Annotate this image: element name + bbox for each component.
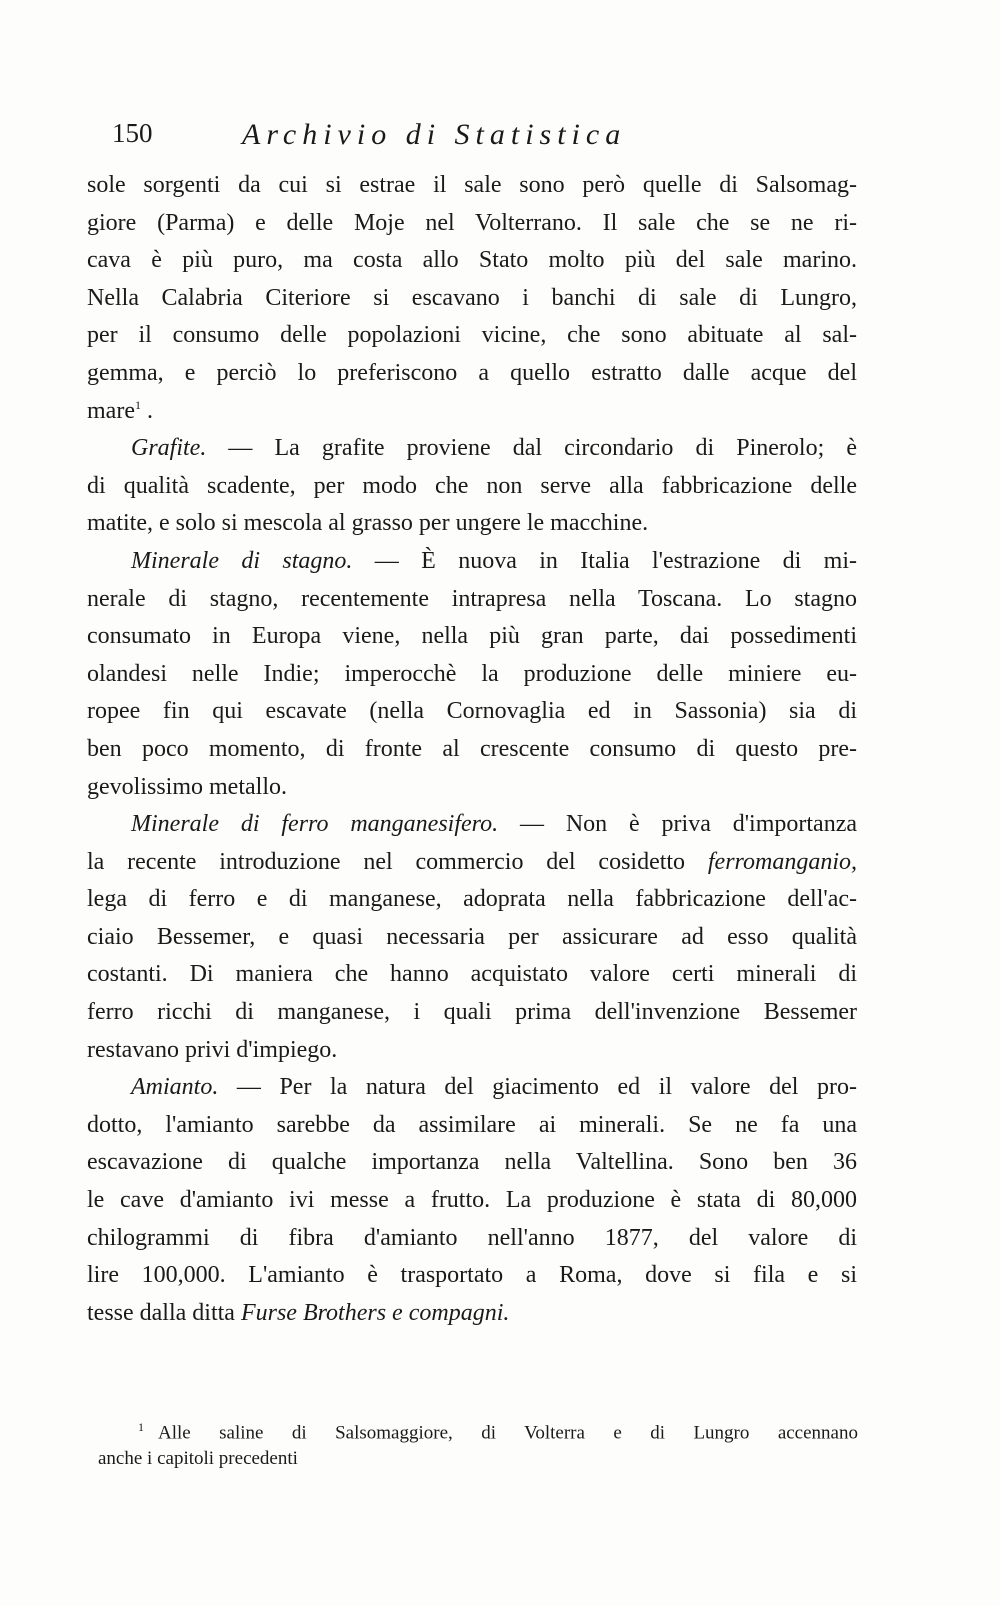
footnote-line: anche i capitoli precedenti [98,1448,298,1469]
text-line [87,844,857,882]
text-line: nerale di stagno, recentemente intrapresa nella Toscana. Lo stagno [87,585,857,612]
text-line: ropee fin qui escavate (nella Cornovaglia ed in Sassonia) sia di [87,698,857,725]
footnote-line [98,1412,858,1443]
section-heading-grafite: Grafite. [131,435,207,462]
text-line [87,806,857,844]
section-heading-stagno: Minerale di stagno. [131,547,353,574]
text-line: gevolissimo metallo. [87,773,287,800]
italic-term: ferromanganio, [707,848,857,875]
text-line: restavano privi d'impiego. [87,1036,338,1063]
text-line: consumato in Europa viene, nella più gran parte, dai possedimenti [87,623,857,650]
text-line: per il consumo delle popolazioni vicine, che sono abituate al sal- [87,322,857,349]
text-line: Nella Calabria Citeriore si escavano i banchi di sale di Lungro, [87,284,857,311]
page-number: 150 [112,118,153,148]
text-fragment: mare [87,397,135,424]
text-line: ferro ricchi di manganese, i quali prima dell'invenzione Bessemer [87,999,857,1026]
text-line: olandesi nelle Indie; imperocchè la produzione delle miniere eu- [87,660,857,687]
text-fragment: . [146,397,153,424]
text-line: costanti. Di maniera che hanno acquistato valore certi minerali di [87,961,857,988]
footnote-text: Alle saline di Salsomaggiore, di Volterra e di Lungro accennano [158,1422,858,1444]
body-text [87,167,857,1332]
text-line: di qualità scadente, per modo che non serve alla fabbricazione delle [87,472,857,499]
text-line [87,430,857,468]
page-header [112,118,890,158]
text-line [87,1069,857,1107]
text-line: lega di ferro e di manganese, adoprata nella fabbricazione dell'ac- [87,886,857,913]
running-title: Archivio di Statistica [242,118,627,151]
text-line: dotto, l'amianto sarebbe da assimilare ai minerali. Se ne fa una [87,1111,857,1138]
text-fragment: — Non è priva d'importanza [498,811,857,838]
text-line: giore (Parma) e delle Moje nel Volterrano. Il sale che se ne ri- [87,209,857,236]
text-line: ben poco momento, di fronte al crescente consumo di questo pre- [87,735,857,762]
text-line: ciaio Bessemer, e quasi necessaria per assicurare ad esso qualità [87,923,857,950]
footnote-reference: 1 [134,397,141,412]
text-fragment: — È nuova in Italia l'estrazione di mi- [352,547,858,574]
text-line [87,543,857,581]
footnote-mark: 1 [138,1420,144,1434]
text-line: gemma, e perciò lo preferiscono a quello estratto dalle acque del [87,359,857,386]
text-fragment: la recente introduzione nel commercio del cosidetto [87,848,708,875]
text-line: chilogrammi di fibra d'amianto nell'anno 1877, del valore di [87,1224,857,1251]
text-line: sole sorgenti da cui si estrae il sale sono però quelle di Salsomag- [87,172,857,198]
section-heading-amianto: Amianto. [131,1074,219,1101]
text-fragment: — Per la natura del giacimento ed il valore del pro- [218,1074,857,1101]
text-fragment: tesse dalla ditta [87,1299,241,1326]
text-line: escavazione di qualche importanza nella Valtellina. Sono ben 36 [87,1149,857,1176]
text-line: lire 100,000. L'amianto è trasportato a Roma, dove si fila e si [87,1262,857,1289]
text-line [87,1295,857,1333]
section-heading-ferro: Minerale di ferro manganesifero. [131,811,499,838]
text-line [87,393,857,431]
footnote [98,1412,858,1474]
italic-company-name: Furse Brothers e compagni. [240,1299,510,1326]
text-line: cava è più puro, ma costa allo Stato molto più del sale marino. [87,247,857,274]
text-fragment: — La grafite proviene dal circondario di Pinerolo; è [206,435,857,462]
text-line: le cave d'amianto ivi messe a frutto. La produzione è stata di 80,000 [87,1187,857,1214]
text-line: matite, e solo si mescola al grasso per ungere le macchine. [87,510,649,537]
